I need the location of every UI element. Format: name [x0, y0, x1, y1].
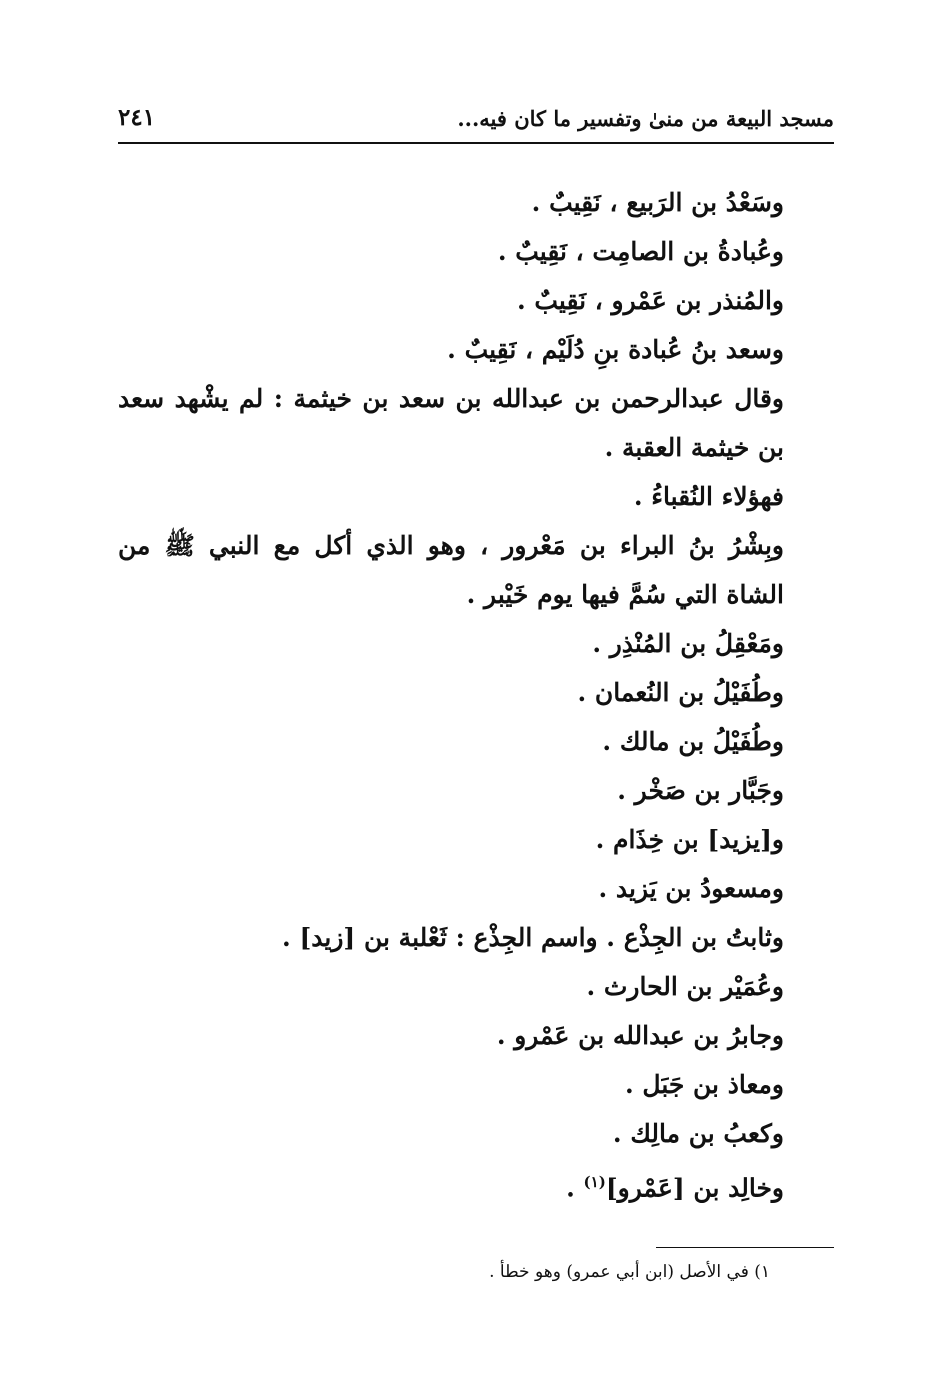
text-line: ومسعودُ بن يَزيد .	[598, 874, 784, 903]
footnote-marker[interactable]: (١)	[583, 1173, 606, 1191]
text-line: ومعاذ بن جَبَل .	[624, 1070, 784, 1099]
text-line: وجابرُ بن عبدالله بن عَمْرو .	[496, 1021, 784, 1050]
text-line: وطُفَيْلُ بن النُعمان .	[577, 678, 784, 707]
text-line: وكعبُ بن مالِك .	[612, 1119, 784, 1148]
text-line: وعُمَيْر بن الحارث .	[586, 972, 784, 1001]
footnote: ١) في الأصل (ابن أبي عمرو) وهو خطأ .	[489, 1262, 770, 1282]
text-line: وسعد بنُ عُبادة بنِ دُلَيْم ، نَقِيبٌ .	[447, 335, 784, 364]
text-paragraph: وبِشْرُ بنُ البراء بن مَعْرور ، وهو الذي أكل مع النبي ﷺ من الشاة التي سُمَّ فيها يوم خَيْبر .	[118, 531, 784, 609]
text-line: وطُفَيْلُ بن مالك .	[602, 727, 784, 756]
footnote-rule	[656, 1247, 834, 1248]
text-line: وعُبادةُ بن الصامِت ، نَقِيبٌ .	[497, 237, 784, 266]
header-rule	[118, 142, 834, 144]
text-line-with-footnote	[118, 1158, 834, 1207]
text-line: و[يزيد] بن خِذَام .	[595, 825, 784, 854]
body-text	[118, 178, 834, 1207]
text-paragraph: وقال عبدالرحمن بن عبدالله بن سعد بن خيثمة : لم يشْهد سعد بن خيثمة العقبة .	[118, 384, 784, 462]
page-number: ٢٤١	[118, 104, 156, 131]
running-title: مسجد البيعة من منىٰ وتفسير ما كان فيه...	[457, 106, 834, 131]
text-line: وجَبَّار بن صَخْر .	[617, 776, 784, 805]
text-segment: .	[566, 1173, 584, 1203]
page-header	[118, 100, 834, 140]
text-line: وسَعْدُ بن الرَبيع ، نَقِيبٌ .	[531, 188, 784, 217]
text-line: فهؤلاء النُقباءُ .	[633, 482, 784, 511]
text-segment: وخالِد بن [عَمْرو]	[605, 1173, 784, 1203]
text-line: وثابتُ بن الجِذْع . واسم الجِذْع : ثَعْلبة بن [زيد] .	[282, 923, 784, 952]
text-line: والمُنذر بن عَمْرو ، نَقِيبٌ .	[516, 286, 784, 315]
text-line: ومَعْقِلُ بن المُنْذِر .	[592, 629, 784, 658]
